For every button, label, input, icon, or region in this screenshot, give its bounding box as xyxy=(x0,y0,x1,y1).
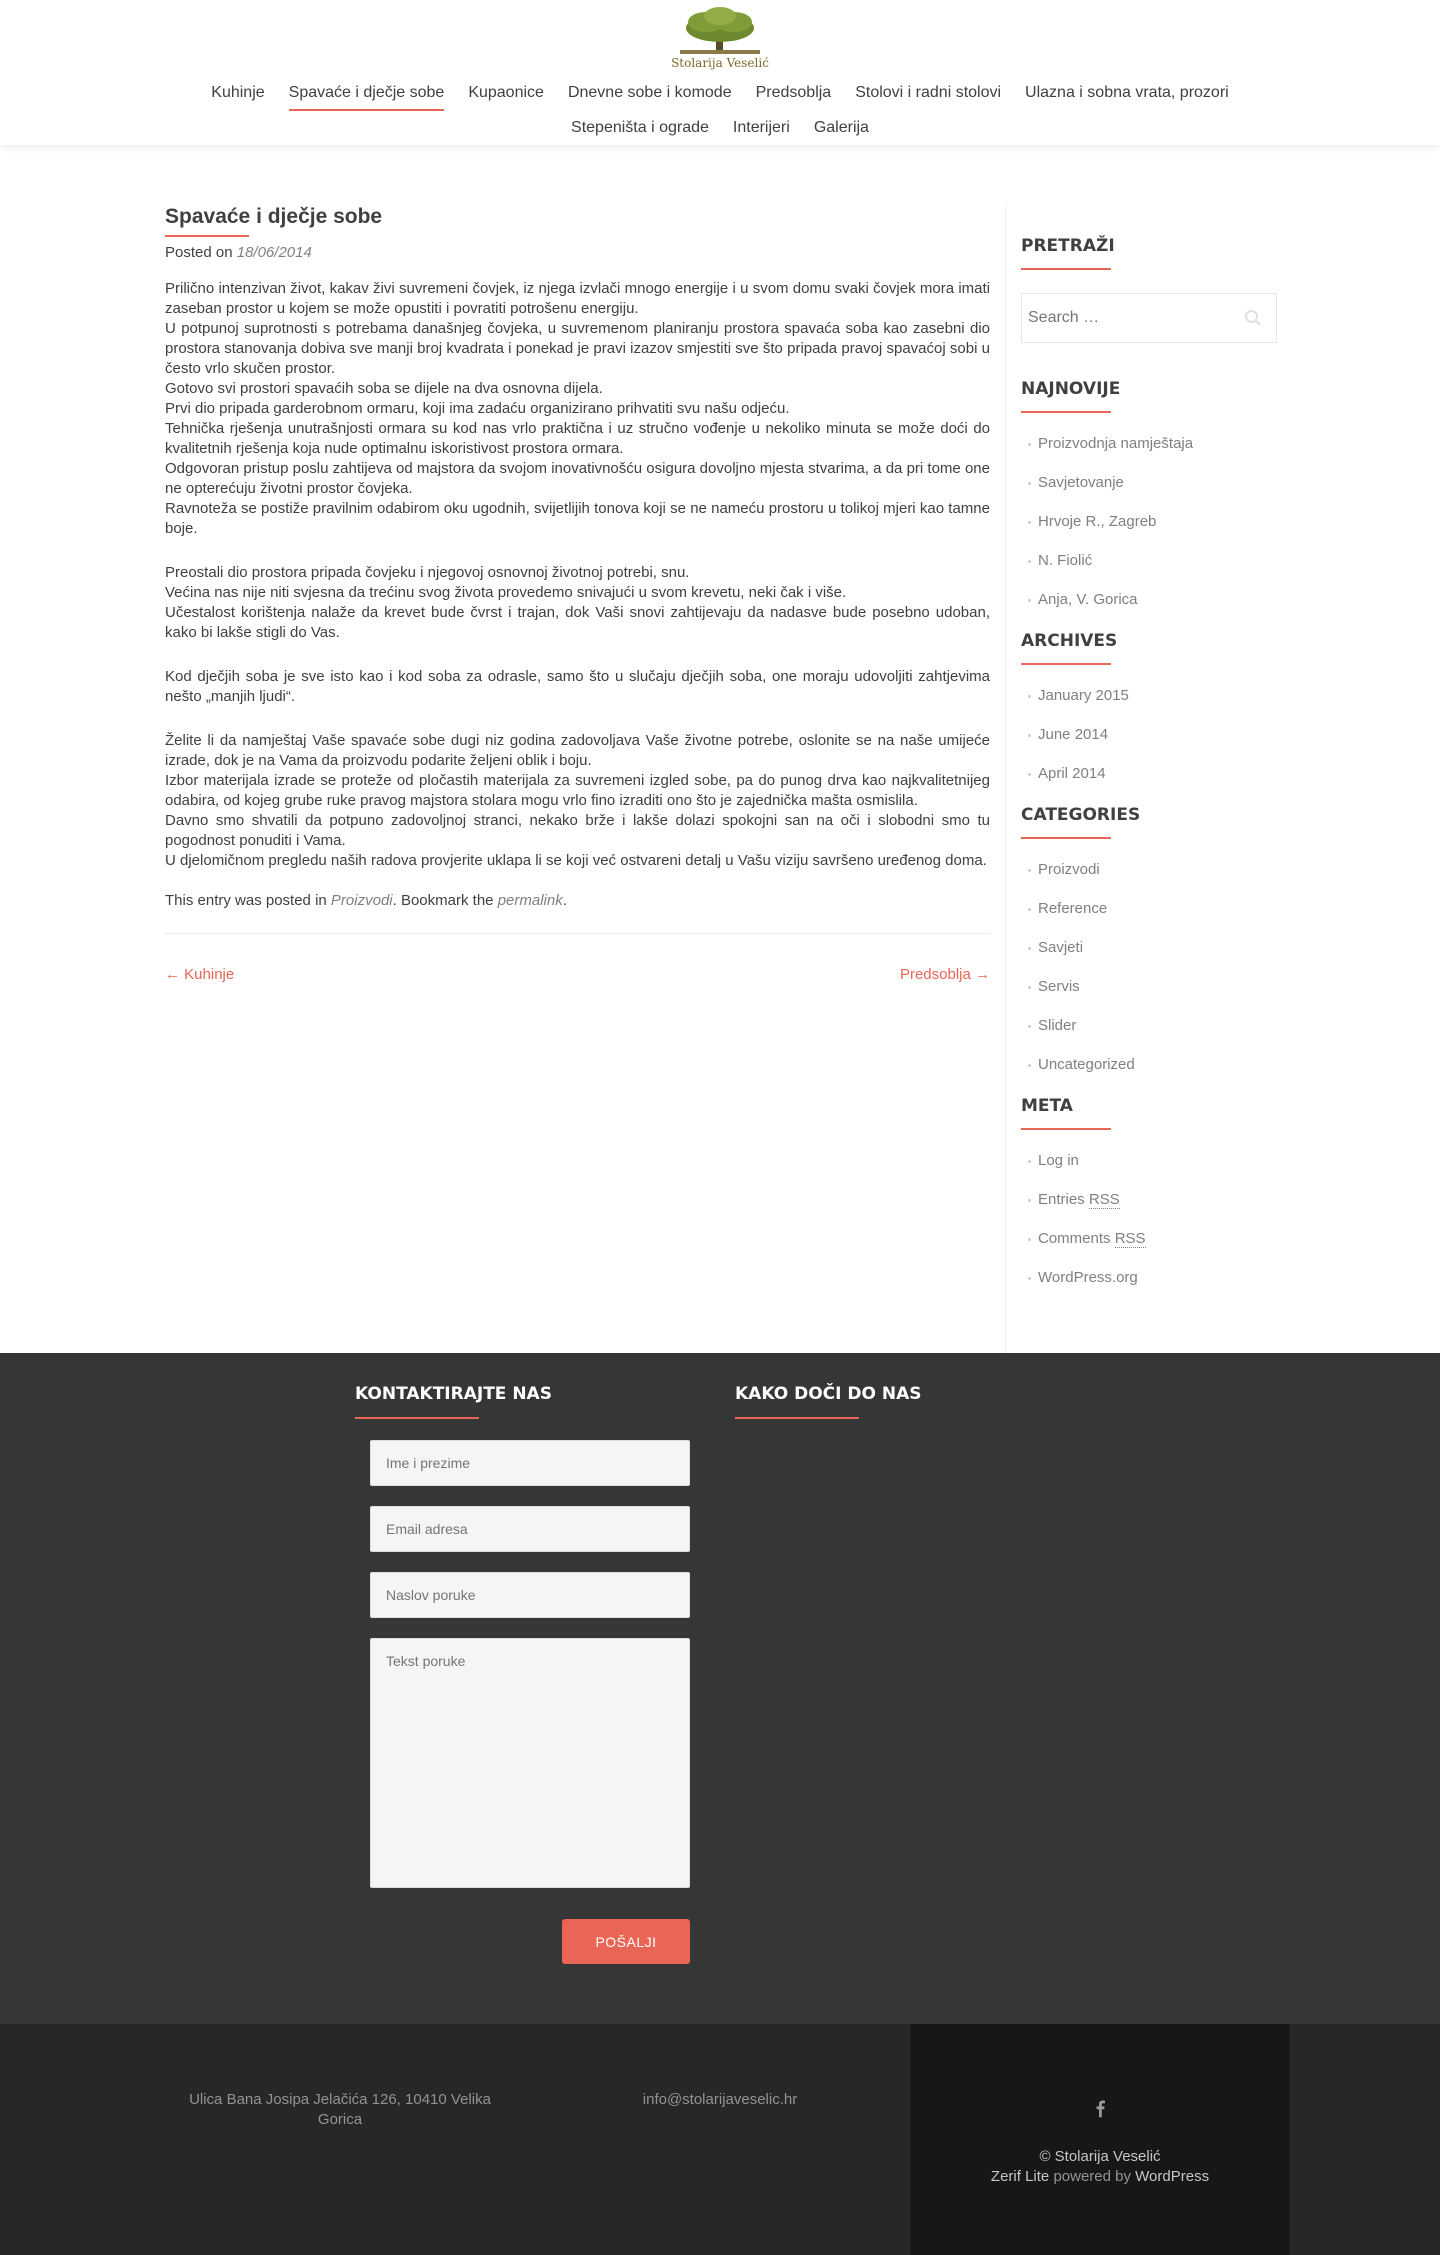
logo-text: Stolarija Veselić xyxy=(671,56,769,70)
post-separator xyxy=(165,933,990,934)
post-paragraph xyxy=(165,563,990,643)
contact-underline xyxy=(355,1417,479,1419)
widget-underline xyxy=(1021,268,1111,270)
category-item[interactable]: Reference xyxy=(1021,899,1277,938)
sidebar xyxy=(1021,236,1277,1307)
post-title: Spavaće i dječje sobe xyxy=(165,205,383,228)
paragraph-line: Odgovoran pristup poslu zahtijeva od majstora da svojom inovativnošću osigura dovoljno mjesta stvarima, a da pri tome one ne opterećuju životni prostor čovjeka. xyxy=(165,460,990,497)
post-content xyxy=(165,279,990,871)
main-nav-row-1 xyxy=(0,82,1440,104)
contact-email-field[interactable] xyxy=(370,1506,690,1552)
search-input[interactable] xyxy=(1022,294,1222,342)
archives-widget-title: ARCHIVES xyxy=(1021,631,1118,651)
footer-credits xyxy=(910,2167,1290,2187)
rss-abbr: RSS xyxy=(1114,1230,1146,1247)
paragraph-line: Preostali dio prostora pripada čovjeku i njegovoj osnovnoj životnoj potrebi, snu. xyxy=(165,564,690,581)
categories-list xyxy=(1021,860,1277,1094)
recent-item[interactable]: Savjetovanje xyxy=(1021,473,1277,512)
rss-abbr: RSS xyxy=(1088,1191,1120,1208)
paragraph-line: Ravnoteža se postiže pravilnim odabirom oku ugodnih, svijetlijih tonova koji se ne nameću prostoru u tolikoj mjeri kao tamne boje. xyxy=(165,500,990,537)
post-navigation xyxy=(165,966,990,986)
posted-on-label: Posted on xyxy=(165,244,233,261)
paragraph-line: Želite li da namještaj Vaše spavaće sobe dugi niz godina zadovoljava Vaše životne potrebe, oslonite se na naše umijeće izrade, dok je na Vama da proizvodu podarite željeni oblik i boju. xyxy=(165,732,990,769)
wordpress-link[interactable]: WordPress xyxy=(1135,2168,1210,2185)
archives-list xyxy=(1021,686,1277,803)
category-item[interactable]: Servis xyxy=(1021,977,1277,1016)
recent-item[interactable]: Proizvodnja namještaja xyxy=(1021,434,1277,473)
paragraph-line: Prilično intenzivan život, kakav živi suvremeni čovjek, iz njega izvlači mnogo energije i u svom domu svaki čovjek mora imati zaseban prostor u kojem se može opustiti i povratiti potrošenu energiju. xyxy=(165,280,990,317)
nav-item-galerija[interactable]: Galerija xyxy=(813,119,869,136)
entry-footer-prefix: This entry was posted in xyxy=(165,892,327,909)
sidebar-divider xyxy=(1005,205,1006,1353)
recent-list xyxy=(1021,434,1277,629)
post-paragraph xyxy=(165,667,990,707)
paragraph-line: Gotovo svi prostori spavaćih soba se dijele na dva osnovna dijela. xyxy=(165,380,603,397)
category-link[interactable]: Proizvodi xyxy=(330,892,393,909)
archive-item[interactable]: June 2014 xyxy=(1021,725,1277,764)
prev-post-link[interactable]: ← Kuhinje xyxy=(165,966,235,983)
paragraph-line: Kod dječjih soba je sve isto kao i kod soba za odrasle, samo što u slučaju dječjih soba, one moraju udovoljiti zahtjevima nešto „manjih ljudi“. xyxy=(165,668,990,705)
paragraph-line: Prvi dio pripada garderobnom ormaru, koji ima zadaću organizirano prihvatiti svu našu odjeću. xyxy=(165,400,790,417)
meta-list xyxy=(1021,1151,1277,1307)
nav-item-stolovi[interactable]: Stolovi i radni stolovi xyxy=(855,84,1002,101)
widget-underline xyxy=(1021,1128,1111,1130)
permalink-link[interactable]: permalink xyxy=(497,892,563,909)
nav-item-interijeri[interactable]: Interijeri xyxy=(732,119,790,136)
search-box xyxy=(1021,293,1277,343)
category-item[interactable]: Slider xyxy=(1021,1016,1277,1055)
tree-logo-icon xyxy=(660,6,780,56)
nav-item-kuhinje[interactable]: Kuhinje xyxy=(211,84,265,101)
facebook-icon[interactable] xyxy=(1093,2098,1107,2120)
footer-copyright: © Stolarija Veselić xyxy=(1039,2148,1161,2165)
categories-widget-title: CATEGORIES xyxy=(1021,805,1141,825)
search-widget xyxy=(1021,236,1277,343)
widget-underline xyxy=(1021,663,1111,665)
footer-social-panel xyxy=(910,2024,1290,2255)
recent-widget xyxy=(1021,379,1277,629)
widget-underline xyxy=(1021,411,1111,413)
directions-title: KAKO DOČI DO NAS xyxy=(735,1384,922,1404)
meta-comments-rss-link[interactable] xyxy=(1021,1229,1277,1268)
nav-item-kupaonice[interactable]: Kupaonice xyxy=(468,84,544,101)
main-nav-row-2 xyxy=(0,117,1440,139)
post-paragraph xyxy=(165,731,990,871)
title-underline xyxy=(165,235,249,237)
post-paragraph xyxy=(165,279,990,539)
footer-widgets xyxy=(0,1353,1440,2024)
recent-widget-title: NAJNOVIJE xyxy=(1021,379,1121,399)
category-item[interactable]: Proizvodi xyxy=(1021,860,1277,899)
post-date[interactable]: 18/06/2014 xyxy=(236,244,312,261)
theme-link[interactable]: Zerif Lite xyxy=(990,2168,1050,2185)
footer-address: Ulica Bana Josipa Jelačića 126, 10410 Velika Gorica xyxy=(189,2091,491,2128)
search-icon[interactable] xyxy=(1244,309,1262,327)
contact-title: KONTAKTIRAJTE NAS xyxy=(355,1384,552,1404)
directions-underline xyxy=(735,1417,859,1419)
footer-email[interactable]: info@stolarijaveselic.hr xyxy=(642,2091,798,2108)
nav-item-spavace[interactable]: Spavaće i dječje sobe xyxy=(277,82,457,104)
categories-widget xyxy=(1021,805,1277,1094)
paragraph-line: Tehnička rješenja unutrašnjosti ormara su kod nas vrlo praktična i uz stručno vođenje u nekoliko minuta se može doći do kvalitetnih rješenja koja nude optimalnu iskoristivost prostora ormara. xyxy=(165,420,990,457)
nav-item-stepenista[interactable]: Stepeništa i ograde xyxy=(571,119,709,136)
paragraph-line: Većina nas nije niti svjesna da trećinu svog života provedemo snivajući u svom krevetu, neki čak i više. xyxy=(165,584,847,601)
next-post-link[interactable]: Predsoblja → xyxy=(899,966,990,983)
meta-wordpress-link[interactable]: WordPress.org xyxy=(1021,1268,1277,1307)
category-item[interactable]: Savjeti xyxy=(1021,938,1277,977)
paragraph-line: Davno smo shvatili da potpuno zadovoljnoj stranci, nekako brže i lakše dolazi spokojni san na oči i slobodni smo tu pogodnost ponuditi i Vama. xyxy=(165,812,990,849)
site-logo[interactable] xyxy=(660,6,780,72)
paragraph-line: U djelomičnom pregledu naših radova provjerite uklapa li se koji već ostvareni detalj u Vašu viziju savršeno uređenog doma. xyxy=(165,852,987,869)
archives-widget xyxy=(1021,631,1277,803)
post-article xyxy=(165,205,990,986)
paragraph-line: Izbor materijala izrade se proteže od pločastih materijala za suvremeni izgled sobe, pa do punog drva kao najkvalitetnijeg odabira, od kojeg grube ruke pravog majstora stolara mogu vrlo fino izraditi ono što je zajednička mašta osmislila. xyxy=(165,772,990,809)
recent-item[interactable]: Anja, V. Gorica xyxy=(1021,590,1277,629)
meta-entries-rss-link[interactable] xyxy=(1021,1190,1277,1229)
search-widget-title: PRETRAŽI xyxy=(1021,236,1115,256)
recent-item[interactable]: N. Fiolić xyxy=(1021,551,1277,590)
nav-item-dnevne-sobe[interactable]: Dnevne sobe i komode xyxy=(567,84,732,101)
archive-item[interactable]: April 2014 xyxy=(1021,764,1277,803)
nav-item-vrata[interactable]: Ulazna i sobna vrata, prozori xyxy=(1025,84,1229,101)
nav-item-predsoblja[interactable]: Predsoblja xyxy=(755,84,832,101)
meta-entries-label: Entries xyxy=(1038,1191,1085,1208)
contact-name-field[interactable] xyxy=(370,1440,690,1486)
meta-widget xyxy=(1021,1096,1277,1307)
powered-by-text: powered by xyxy=(1053,2168,1131,2185)
category-item[interactable]: Uncategorized xyxy=(1021,1055,1277,1094)
recent-item[interactable]: Hrvoje R., Zagreb xyxy=(1021,512,1277,551)
entry-footer-middle: . Bookmark the xyxy=(392,892,494,909)
entry-footer xyxy=(165,891,990,911)
post-meta xyxy=(165,243,990,263)
meta-comments-label: Comments xyxy=(1038,1230,1111,1247)
site-header xyxy=(0,0,1440,145)
archive-item[interactable]: January 2015 xyxy=(1021,686,1277,725)
entry-footer-end: . xyxy=(562,892,567,909)
contact-subject-field[interactable] xyxy=(370,1572,690,1618)
contact-message-field[interactable] xyxy=(370,1638,690,1888)
paragraph-line: U potpunoj suprotnosti s potrebama današnjeg čovjeka, u suvremenom planiranju prostora spavaća soba kao zasebni dio prostora stanovanja dobiva sve manji broj kvadrata i ponekad je pravi izazov smjestiti sve što pripada pravoj spavaćoj sobi u često vrlo skučen prostor. xyxy=(165,320,990,377)
meta-login-link[interactable]: Log in xyxy=(1021,1151,1277,1190)
widget-underline xyxy=(1021,837,1111,839)
paragraph-line: Učestalost korištenja nalaže da krevet bude čvrst i trajan, dok Vaši snovi zahtijevaju da nadasve bude posebno udoban, kako bi lakše stigli do Vas. xyxy=(165,604,990,641)
send-button[interactable]: POŠALJI xyxy=(562,1919,690,1964)
meta-widget-title: META xyxy=(1021,1096,1073,1116)
